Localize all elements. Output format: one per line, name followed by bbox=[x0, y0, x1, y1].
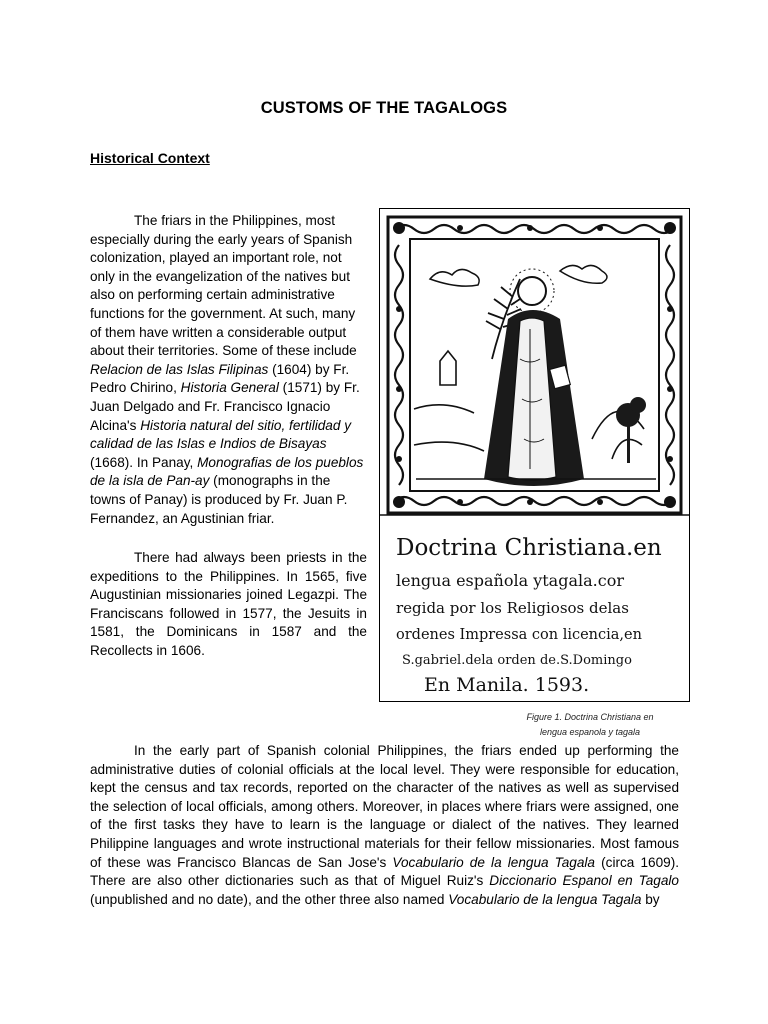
text-run: The friars in the Philippines, most especially during the early years of Spanish colonization, played an important role, not only in the evangelization of the natives but also on performing certain administrative functions for the government. At such, many of them have written a considerable output about their territories. Some of these include bbox=[90, 213, 357, 359]
paragraph-2 bbox=[90, 549, 367, 661]
text-run: (1668). In Panay, bbox=[90, 454, 198, 470]
italic-title-text: Vocabulario de la lengua Tagala bbox=[448, 891, 642, 907]
paragraph-3 bbox=[90, 742, 679, 909]
italic-title-text: Vocabulario de la lengua Tagala bbox=[392, 854, 595, 870]
italic-title-text: Monografias de los pueblos de la isla de Pan-ay bbox=[90, 454, 364, 489]
paragraph-2-text bbox=[90, 550, 367, 658]
italic-title-text: Relacion de las Islas Filipinas bbox=[90, 361, 269, 377]
text-run: In the early part of Spanish colonial Philippines, the friars ended up performing the administrative duties of colonial officials at the local level. They were responsible for education, kept the census and tax records, reported on the character of the natives as well as supervised the selection of local officials, among others. Moreover, in places where friars were assigned, one of the first tasks they have to learn is the language or dialect of the natives. They learned Philippine languages and wrote instructional materials for their fellow missionaries. Most famous of these was Francisco Blancas de San Jose's bbox=[90, 743, 679, 870]
figure-title-line: Doctrina Christiana.en bbox=[396, 535, 662, 561]
figure-title-line: lengua española ytagala.cor bbox=[396, 571, 624, 590]
paragraph-1 bbox=[90, 212, 367, 528]
figure-caption-line: lengua espanola y tagala bbox=[539, 727, 641, 737]
figure-title-block bbox=[396, 535, 662, 696]
section-heading: Historical Context bbox=[90, 150, 210, 166]
paragraph-1-text bbox=[90, 213, 363, 526]
figure-title-line: En Manila. 1593. bbox=[424, 674, 590, 696]
text-run: There had always been priests in the expeditions to the Philippines. In 1565, five Augustinian missionaries joined Legazpi. The Franciscans followed in 1577, the Jesuits in 1581, the Dominicans in 1587 and the Recollects in 1606. bbox=[90, 550, 367, 659]
text-run: (1604) by Fr. Pedro Chirino, bbox=[90, 361, 350, 396]
figure-caption-line: Figure 1. Doctrina Christiana en bbox=[526, 712, 654, 722]
figure-title-line: S.gabriel.dela orden de.S.Domingo bbox=[402, 653, 632, 668]
italic-title-text: Historia General bbox=[180, 380, 279, 396]
figure-doctrina-christiana bbox=[379, 208, 690, 702]
figure-title-line: ordenes Impressa con licencia,en bbox=[396, 627, 642, 643]
figure-title-line: regida por los Religiosos delas bbox=[396, 599, 629, 617]
text-run: by bbox=[641, 891, 660, 907]
text-run: (circa 1609). There are also other dictionaries such as that of Miguel Ruiz's bbox=[90, 854, 680, 889]
body-text bbox=[90, 742, 679, 909]
left-column bbox=[90, 212, 367, 661]
tree bbox=[616, 397, 646, 463]
text-run: (monographs in the towns of Panay) is produced by Fr. Juan P. Fernandez, an Agustinian friar. bbox=[90, 473, 348, 526]
italic-title-text: Historia natural del sitio, fertilidad y calidad de las Islas e Indios de Bisayas bbox=[90, 417, 351, 452]
italic-title-text: Diccionario Espanol en Tagalo bbox=[489, 873, 679, 889]
paragraph-3-text bbox=[90, 743, 679, 907]
page-title: CUSTOMS OF THE TAGALOGS bbox=[260, 99, 508, 117]
text-run: (unpublished and no date), and the other three also named bbox=[90, 891, 449, 907]
woodcut-illustration bbox=[380, 209, 689, 701]
figure-caption bbox=[510, 710, 670, 740]
text-run: (1571) by Fr. Juan Delgado and Fr. Francisco Ignacio Alcina's bbox=[90, 380, 360, 433]
